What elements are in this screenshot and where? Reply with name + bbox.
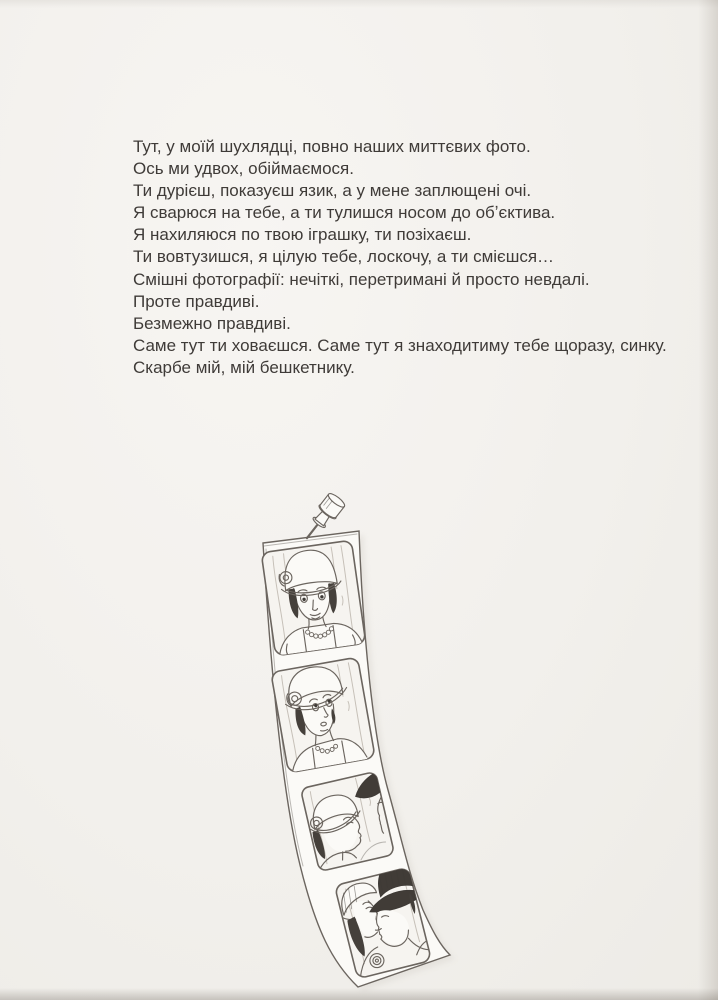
photo-strip [261, 531, 450, 987]
story-line: Ти дурієш, показуєш язик, а у мене заплющені очі. [133, 181, 532, 201]
story-line: Ось ми удвох, обіймаємося. [133, 159, 354, 179]
story-line: Ти вовтузишся, я цілую тебе, лоскочу, а ти смієшся… [133, 247, 555, 267]
story-line: Проте правдиві. [133, 291, 260, 311]
story-line: Безмежно правдиві. [133, 313, 291, 333]
photo-frame-1 [261, 540, 366, 656]
photo-frame-2 [271, 657, 375, 773]
page-edge-shadow-right [698, 0, 718, 1000]
story-line: Я нахиляюся по твою іграшку, ти позіхаєш. [133, 225, 472, 245]
story-line: Смішні фотографії: нечіткі, перетримані й просто невдалі. [133, 269, 590, 289]
story-line: Саме тут ти ховаєшся. Саме тут я знаходитиму тебе щоразу, синку. [133, 335, 667, 355]
story-line: Я сварюся на тебе, а ти тулишся носом до обʼєктива. [133, 203, 556, 223]
page-edge-shadow-bottom [0, 988, 718, 1000]
story-line: Скарбе мій, мій бешкетнику. [133, 357, 355, 377]
story-line: Тут, у моїй шухлядці, повно наших миттєвих фото. [133, 137, 531, 156]
